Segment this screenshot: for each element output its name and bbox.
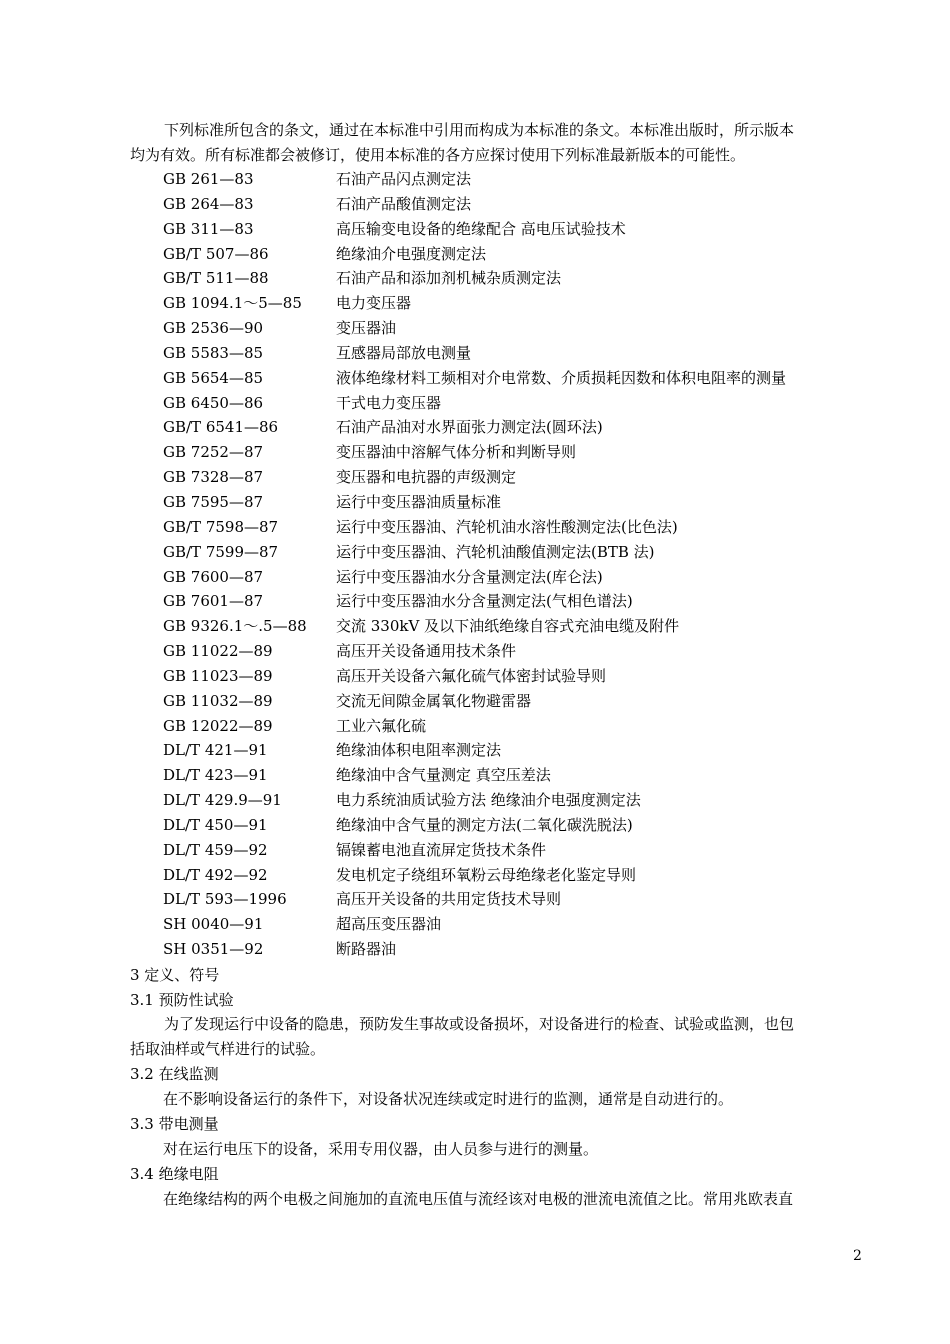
reference-code: GB 11032—89 [163, 691, 273, 710]
reference-code: GB 7600—87 [163, 567, 264, 586]
reference-title: 运行中变压器油水分含量测定法(气相色谱法) [336, 592, 633, 611]
reference-row [163, 316, 863, 341]
reference-row [163, 813, 863, 838]
section-3-1-body [130, 1012, 865, 1062]
section-3-4-heading: 3.4 绝缘电阻 [130, 1165, 219, 1183]
reference-row [163, 440, 863, 465]
reference-title: 石油产品和添加剂机械杂质测定法 [336, 269, 562, 288]
reference-code: GB 11023—89 [163, 666, 273, 685]
reference-title: 变压器和电抗器的声级测定 [336, 468, 517, 487]
reference-code: SH 0351—92 [163, 940, 264, 959]
reference-row [163, 540, 863, 565]
reference-row [163, 763, 863, 788]
reference-code: GB 6450—86 [163, 393, 264, 412]
reference-title: 互感器局部放电测量 [336, 343, 472, 362]
reference-row [163, 515, 863, 540]
reference-code: GB 5583—85 [163, 343, 264, 362]
reference-row [163, 639, 863, 664]
reference-row [163, 937, 863, 962]
reference-code: GB/T 7599—87 [163, 542, 279, 561]
reference-title: 绝缘油介电强度测定法 [336, 244, 487, 263]
reference-code: GB/T 511—88 [163, 269, 269, 288]
reference-row [163, 738, 863, 763]
section-3-4-body: 在绝缘结构的两个电极之间施加的直流电压值与流经该对电极的泄流电流值之比。常用兆欧表直 [163, 1190, 794, 1208]
reference-code: GB/T 6541—86 [163, 418, 279, 437]
reference-row [163, 912, 863, 937]
intro-line-2: 均为有效。所有标准都会被修订，使用本标准的各方应探讨使用下列标准最新版本的可能性。 [130, 146, 746, 164]
reference-title: 石油产品油对水界面张力测定法(圆环法) [336, 418, 603, 437]
reference-title: 绝缘油中含气量测定 真空压差法 [336, 766, 551, 785]
reference-title: 运行中变压器油质量标准 [336, 492, 502, 511]
reference-code: GB 2536—90 [163, 319, 264, 338]
reference-code: GB 1094.1～5—85 [163, 294, 302, 313]
intro-paragraph [130, 118, 865, 168]
reference-row [163, 490, 863, 515]
reference-list [163, 167, 863, 962]
reference-code: GB 7595—87 [163, 492, 264, 511]
reference-code: DL/T 459—92 [163, 840, 268, 859]
reference-title: 运行中变压器油水分含量测定法(库仑法) [336, 567, 603, 586]
reference-code: GB 7601—87 [163, 592, 264, 611]
reference-title: 电力变压器 [336, 294, 412, 313]
reference-row [163, 565, 863, 590]
reference-title: 液体绝缘材料工频相对介电常数、介质损耗因数和体积电阻率的测量 [336, 368, 787, 387]
reference-row [163, 589, 863, 614]
reference-row [163, 465, 863, 490]
reference-code: GB 12022—89 [163, 716, 273, 735]
reference-code: SH 0040—91 [163, 915, 264, 934]
reference-row [163, 887, 863, 912]
reference-row [163, 391, 863, 416]
reference-title: 交流无间隙金属氧化物避雷器 [336, 691, 532, 710]
reference-title: 高压开关设备六氟化硫气体密封试验导则 [336, 666, 607, 685]
reference-title: 绝缘油中含气量的测定方法(二氧化碳洗脱法) [336, 815, 633, 834]
reference-row [163, 242, 863, 267]
reference-row [163, 217, 863, 242]
reference-code: DL/T 492—92 [163, 865, 268, 884]
reference-row [163, 838, 863, 863]
reference-code: GB 311—83 [163, 219, 254, 238]
reference-title: 工业六氟化硫 [336, 716, 427, 735]
reference-title: 干式电力变压器 [336, 393, 442, 412]
reference-code: GB 5654—85 [163, 368, 264, 387]
reference-title: 运行中变压器油、汽轮机油水溶性酸测定法(比色法) [336, 517, 678, 536]
reference-code: GB 7252—87 [163, 443, 264, 462]
reference-row [163, 167, 863, 192]
reference-title: 高压输变电设备的绝缘配合 高电压试验技术 [336, 219, 626, 238]
reference-code: GB 264—83 [163, 194, 254, 213]
reference-row [163, 341, 863, 366]
reference-row [163, 291, 863, 316]
section-3-3-heading: 3.3 带电测量 [130, 1115, 219, 1133]
section-3-1-heading: 3.1 预防性试验 [130, 991, 234, 1009]
reference-code: DL/T 421—91 [163, 741, 268, 760]
reference-title: 超高压变压器油 [336, 915, 442, 934]
section-3-2-heading: 3.2 在线监测 [130, 1065, 219, 1083]
reference-code: GB 261—83 [163, 170, 254, 188]
reference-row [163, 788, 863, 813]
reference-row [163, 614, 863, 639]
reference-title: 发电机定子绕组环氧粉云母绝缘老化鉴定导则 [336, 865, 637, 884]
reference-code: DL/T 450—91 [163, 815, 268, 834]
reference-row [163, 863, 863, 888]
reference-code: DL/T 423—91 [163, 766, 268, 785]
section-3-3-body: 对在运行电压下的设备，采用专用仪器，由人员参与进行的测量。 [163, 1140, 599, 1158]
reference-code: DL/T 593—1996 [163, 890, 287, 909]
reference-title: 电力系统油质试验方法 绝缘油介电强度测定法 [336, 791, 641, 810]
reference-row [163, 192, 863, 217]
reference-title: 高压开关设备通用技术条件 [336, 642, 517, 661]
reference-title: 交流 330kV 及以下油纸绝缘自容式充油电缆及附件 [336, 617, 680, 636]
reference-title: 变压器油 [336, 319, 397, 338]
reference-row [163, 714, 863, 739]
reference-title: 运行中变压器油、汽轮机油酸值测定法(BTB 法) [336, 542, 655, 561]
reference-code: GB 11022—89 [163, 642, 273, 661]
intro-line-1: 下列标准所包含的条文，通过在本标准中引用而构成为本标准的条文。本标准出版时，所示版本 [164, 121, 795, 139]
reference-title: 镉镍蓄电池直流屏定货技术条件 [336, 840, 547, 859]
reference-code: GB/T 507—86 [163, 244, 269, 263]
reference-code: GB 9326.1～.5—88 [163, 617, 307, 636]
reference-title: 变压器油中溶解气体分析和判断导则 [336, 443, 577, 462]
page-number: 2 [853, 1248, 862, 1264]
section-3-heading: 3 定义、符号 [130, 966, 220, 984]
reference-row [163, 266, 863, 291]
reference-title: 高压开关设备的共用定货技术导则 [336, 890, 562, 909]
section-3-1-line-2: 括取油样或气样进行的试验。 [130, 1040, 326, 1058]
section-3-1-line-1: 为了发现运行中设备的隐患，预防发生事故或设备损坏，对设备进行的检查、试验或监测，也包 [164, 1015, 795, 1033]
reference-title: 断路器油 [336, 940, 397, 959]
reference-title: 石油产品闪点测定法 [336, 170, 472, 188]
reference-code: GB/T 7598—87 [163, 517, 279, 536]
reference-row [163, 689, 863, 714]
reference-row [163, 415, 863, 440]
reference-code: DL/T 429.9—91 [163, 791, 282, 810]
reference-row [163, 664, 863, 689]
reference-title: 石油产品酸值测定法 [336, 194, 472, 213]
section-3-2-body: 在不影响设备运行的条件下，对设备状况连续或定时进行的监测，通常是自动进行的。 [163, 1090, 734, 1108]
reference-row [163, 366, 863, 391]
reference-title: 绝缘油体积电阻率测定法 [336, 741, 502, 760]
reference-code: GB 7328—87 [163, 468, 264, 487]
